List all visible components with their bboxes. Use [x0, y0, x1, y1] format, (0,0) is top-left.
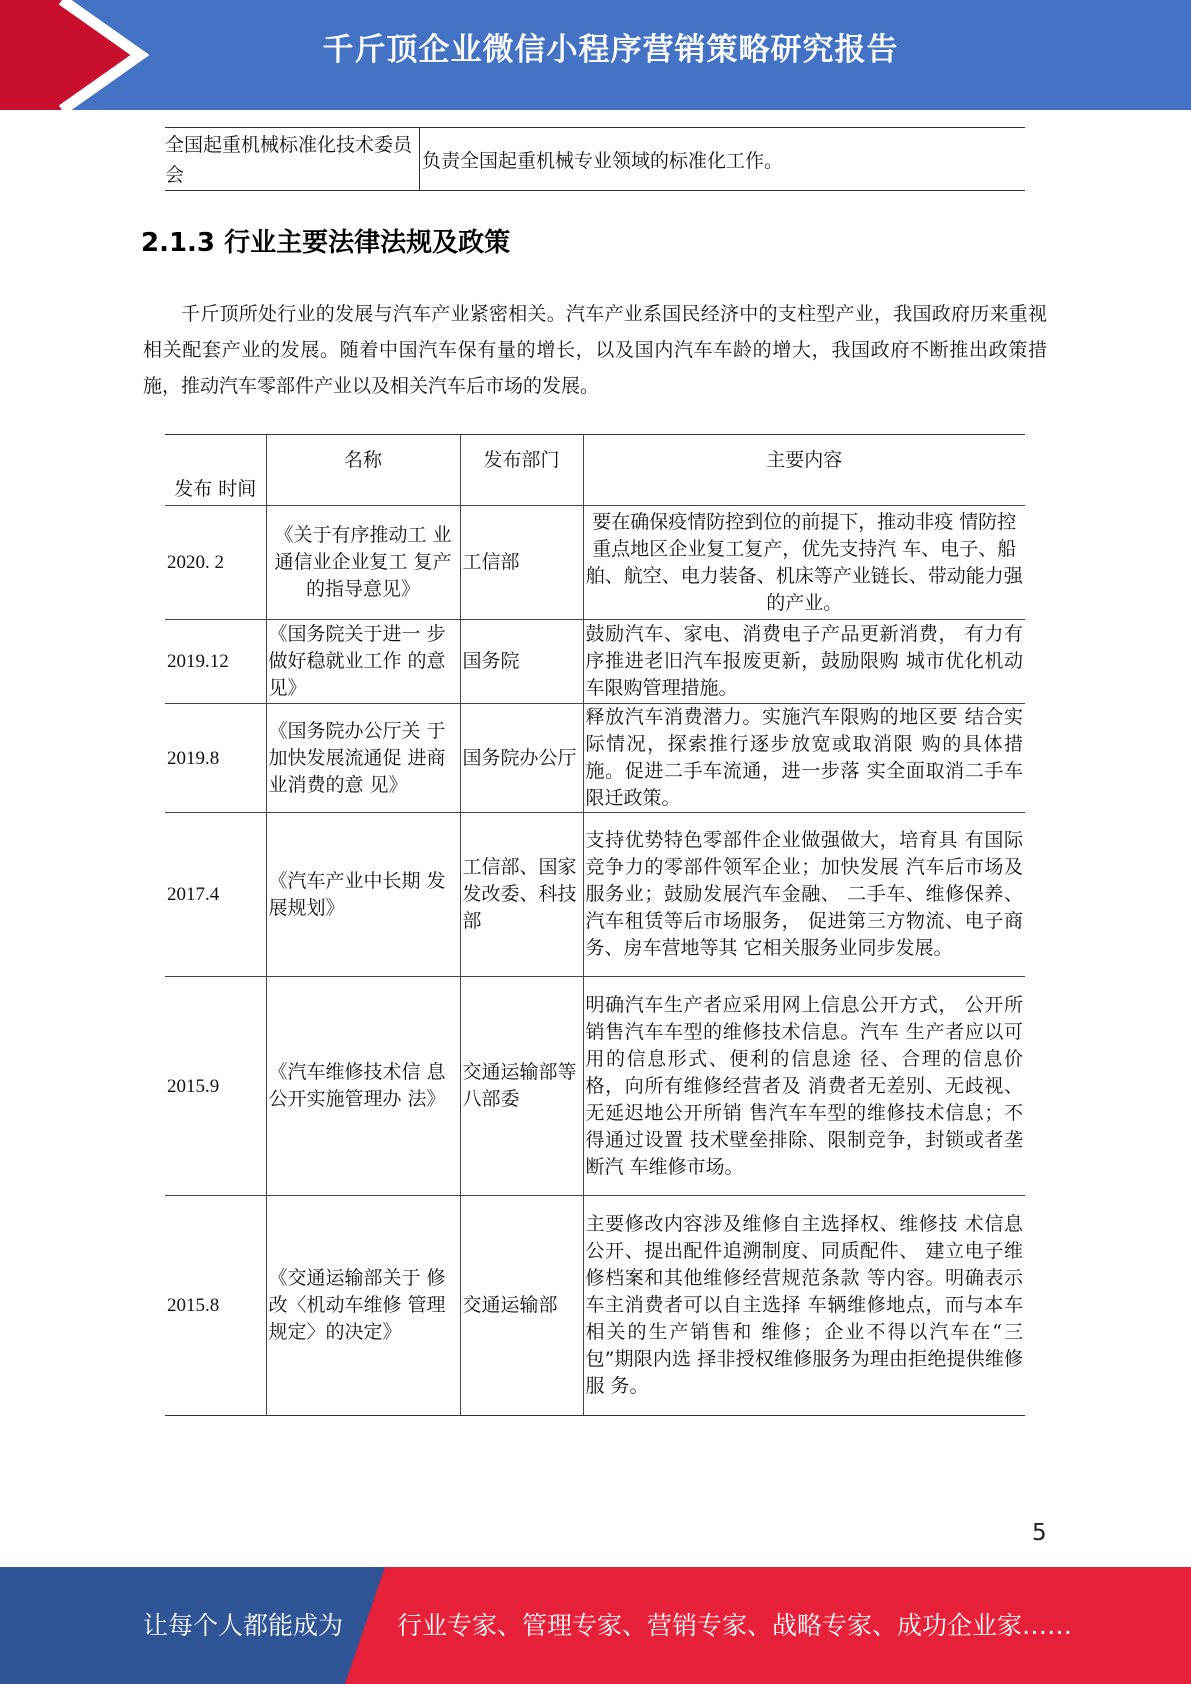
table-row: [165, 620, 1025, 704]
row-date: 2020. 2: [165, 506, 266, 620]
row-content: 主要修改内容涉及维修自主选择权、维修技 术信息公开、提出配件追溯制度、同质配件、 建立电子维修档案和其他维修经营规范条款 等内容。明确表示车主消费者可以自主选择 车辆维修地点，而与本车相关的生产销售和 维修；企业不得以汽车在“三包”期限内选 择非授权维修服务为理由拒绝提供维修服 务。: [583, 1196, 1025, 1416]
row-name: 《汽车维修技术信 息公开实施管理办 法》: [266, 977, 460, 1196]
table-header-row: [165, 435, 1025, 506]
row-date: 2015.8: [165, 1196, 266, 1416]
footer-slogan-roles: 行业专家、管理专家、营销专家、战略专家、成功企业家……: [397, 1611, 1073, 1640]
row-date: 2019.12: [165, 620, 266, 704]
row-dept: 交通运输部: [460, 1196, 583, 1416]
row-name: 《汽车产业中长期 发展规划》: [266, 813, 460, 977]
header-date: 发布 时间: [165, 435, 266, 506]
row-dept: 工信部: [460, 506, 583, 620]
row-name: 《国务院关于进一 步做好稳就业工作 的意见》: [266, 620, 460, 704]
page-header: [0, 0, 1191, 110]
row-date: 2015.9: [165, 977, 266, 1196]
policy-table: [165, 434, 1025, 1416]
header-name: 名称: [266, 435, 460, 506]
header-content: 主要内容: [583, 435, 1025, 506]
committee-table: [165, 127, 1025, 191]
row-date: 2017.4: [165, 813, 266, 977]
row-dept: 交通运输部等八部委: [460, 977, 583, 1196]
row-content: 要在确保疫情防控到位的前提下，推动非疫 情防控重点地区企业复工复产，优先支持汽 车、电子、船舶、航空、电力装备、机床等产业链长、带动能力强的产业。: [583, 506, 1025, 620]
row-content: 支持优势特色零部件企业做强做大，培育具 有国际竞争力的零部件领军企业；加快发展 汽车后市场及服务业；鼓励发展汽车金融、 二手车、维修保养、汽车租赁等后市场服务， 促进第三方物流、电子商务、房车营地等其 它相关服务业同步发展。: [583, 813, 1025, 977]
row-content: 明确汽车生产者应采用网上信息公开方式， 公开所销售汽车车型的维修技术信息。汽车 生产者应以可用的信息形式、便利的信息途 径、合理的信息价格，向所有维修经营者及 消费者无差别、无歧视、无延迟地公开所销 售汽车车型的维修技术信息；不得通过设置 技术壁垒排除、限制竞争，封锁或者垄断汽 车维修市场。: [583, 977, 1025, 1196]
row-date: 2019.8: [165, 704, 266, 813]
header-dept: 发布部门: [460, 435, 583, 506]
committee-duty: 负责全国起重机械专业领域的标准化工作。: [420, 128, 1026, 191]
row-name: 《关于有序推动工 业通信业企业复工 复产的指导意见》: [266, 506, 460, 620]
table-row: [165, 977, 1025, 1196]
section-heading: 2.1.3 行业主要法律法规及政策: [141, 228, 511, 258]
row-name: 《国务院办公厅关 于加快发展流通促 进商业消费的意 见》: [266, 704, 460, 813]
table-row: [165, 813, 1025, 977]
table-row: [165, 506, 1025, 620]
row-dept: 工信部、国家发改委、科技部: [460, 813, 583, 977]
row-dept: 国务院办公厅: [460, 704, 583, 813]
row-name: 《交通运输部关于 修改〈机动车维修 管理规定〉的决定》: [266, 1196, 460, 1416]
table-row: [165, 704, 1025, 813]
table-row: [165, 128, 1025, 191]
report-title: 千斤顶企业微信小程序营销策略研究报告: [322, 32, 899, 68]
footer-slogan-lead: 让每个人都能成为: [143, 1611, 344, 1640]
intro-paragraph: 千斤顶所处行业的发展与汽车产业紧密相关。汽车产业系国民经济中的支柱型产业，我国政府历来重视相关配套产业的发展。随着中国汽车保有量的增长，以及国内汽车车龄的增大，我国政府不断推出政策措施，推动汽车零部件产业以及相关汽车后市场的发展。: [143, 303, 1047, 397]
table-row: [165, 1196, 1025, 1416]
row-content: 释放汽车消费潜力。实施汽车限购的地区要 结合实际情况，探索推行逐步放宽或取消限 购的具体措施。促进二手车流通，进一步落 实全面取消二手车限迁政策。: [583, 704, 1025, 813]
row-dept: 国务院: [460, 620, 583, 704]
page-footer: [0, 1567, 1191, 1684]
row-content: 鼓励汽车、家电、消费电子产品更新消费， 有力有序推进老旧汽车报废更新，鼓励限购 城市优化机动车限购管理措施。: [583, 620, 1025, 704]
page-number: 5: [1032, 1520, 1047, 1546]
committee-name: 全国起重机械标准化技术委员会: [165, 128, 420, 191]
